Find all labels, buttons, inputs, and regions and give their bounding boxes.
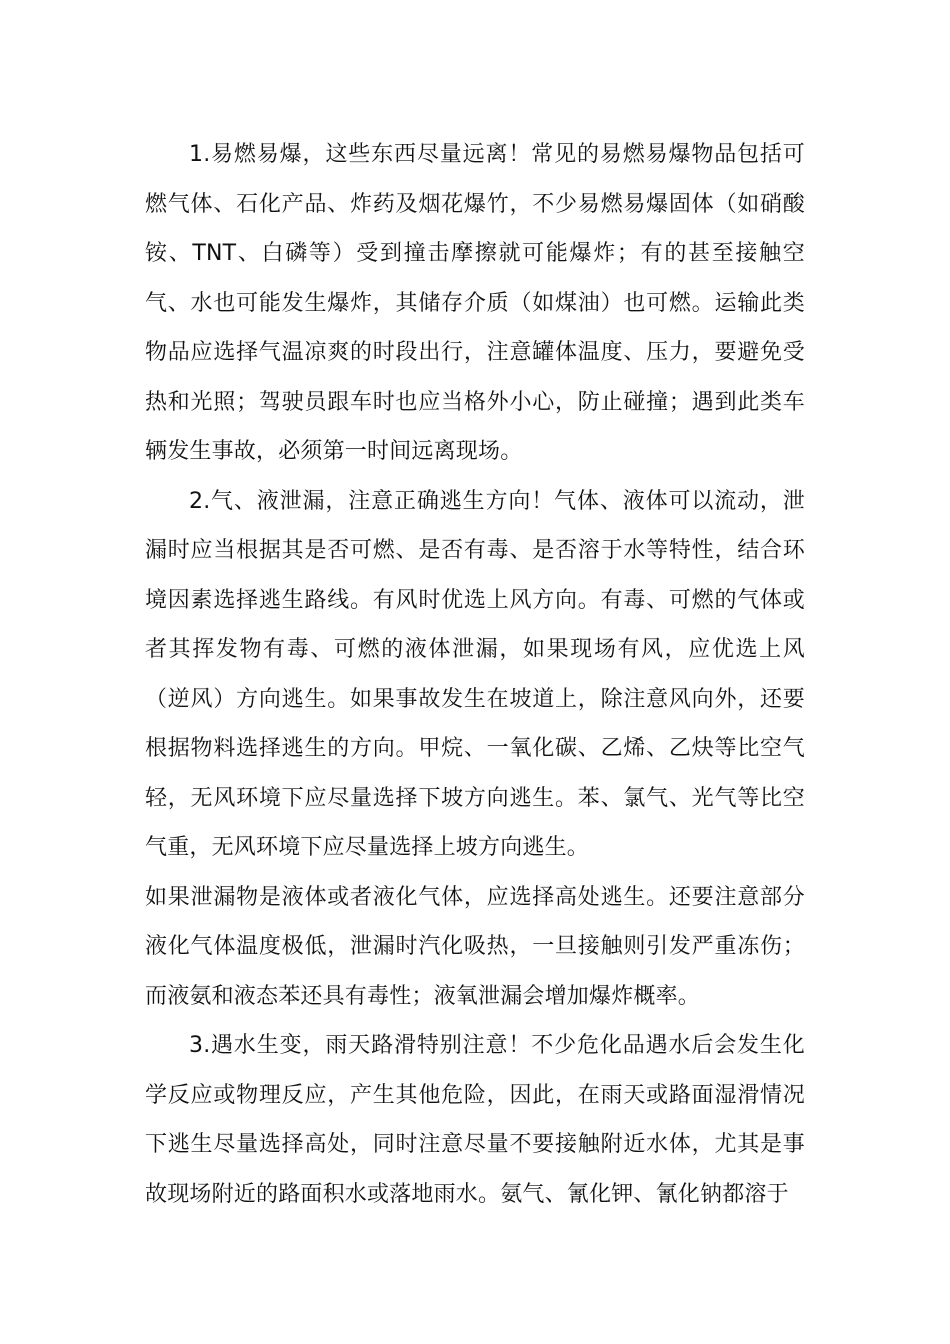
document-body [145,130,805,1219]
paragraph-liquefied-gas: 如果泄漏物是液体或者液化气体，应选择高处逃生。还要注意部分液化气体温度极低，泄漏时汽化吸热，一旦接触则引发严重冻伤；而液氨和液态苯还具有毒性；液氧泄漏会增加爆炸概率。 [145,884,805,1009]
paragraph-gas-liquid-leak: 2.气、液泄漏，注意正确逃生方向！气体、液体可以流动，泄漏时应当根据其是否可燃、是否有毒、是否溶于水等特性，结合环境因素选择逃生路线。有风时优选上风方向。有毒、可燃的气体或者其挥发物有毒、可燃的液体泄漏，如果现场有风，应优选上风（逆风）方向逃生。如果事故发生在坡道上，除注意风向外，还要根据物料选择逃生的方向。甲烷、一氧化碳、乙烯、乙炔等比空气轻，无风环境下应尽量选择下坡方向逃生。苯、氯气、光气等比空气重，无风环境下应尽量选择上坡方向逃生。 [145,488,805,860]
paragraph-flammable-explosive: 1.易燃易爆，这些东西尽量远离！常见的易燃易爆物品包括可燃气体、石化产品、炸药及烟花爆竹，不少易燃易爆固体（如硝酸铵、TNT、白磷等）受到撞击摩擦就可能爆炸；有的甚至接触空气、水也可能发生爆炸，其储存介质（如煤油）也可燃。运输此类物品应选择气温凉爽的时段出行，注意罐体温度、压力，要避免受热和光照；驾驶员跟车时也应当格外小心，防止碰撞；遇到此类车辆发生事故，必须第一时间远离现场。 [145,142,805,464]
paragraph-water-reactive: 3.遇水生变，雨天路滑特别注意！不少危化品遇水后会发生化学反应或物理反应，产生其他危险，因此，在雨天或路面湿滑情况下逃生尽量选择高处，同时注意尽量不要接触附近水体，尤其是事故现场附近的路面积水或落地雨水。氨气、氰化钾、氰化钠都溶于 [145,1033,805,1207]
